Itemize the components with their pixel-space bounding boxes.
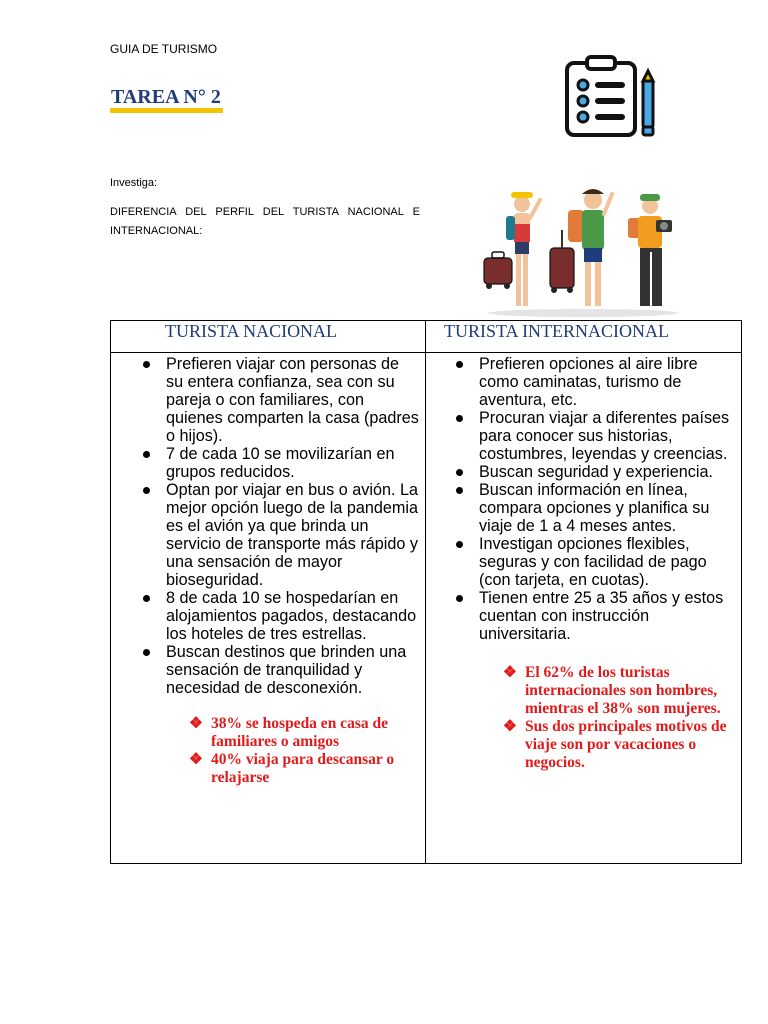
header-turista-nacional: TURISTA NACIONAL xyxy=(111,321,426,353)
list-item: Procuran viajar a diferentes países para conocer sus historias, costumbres, leyendas y creencias. xyxy=(479,409,736,463)
highlight-item xyxy=(503,664,732,718)
internacional-highlights xyxy=(427,664,740,772)
header-turista-internacional: TURISTA INTERNACIONAL xyxy=(426,321,742,353)
nacional-highlights xyxy=(112,715,424,787)
highlight-item xyxy=(189,751,416,787)
list-item: 7 de cada 10 se movilizarían en grupos reducidos. xyxy=(166,445,420,481)
header-label: GUIA DE TURISMO xyxy=(110,42,218,56)
tourists-illustration xyxy=(478,182,688,322)
diamond-bullet-icon: ❖ xyxy=(503,664,517,681)
highlight-text: Sus dos principales motivos de viaje son por vacaciones o negocios. xyxy=(525,718,727,771)
list-item: Buscan seguridad y experiencia. xyxy=(479,463,736,481)
list-item: Tienen entre 25 a 35 años y estos cuentan con instrucción universitaria. xyxy=(479,589,736,643)
internacional-bullet-list xyxy=(427,355,740,643)
cell-turista-internacional xyxy=(426,353,742,864)
diamond-bullet-icon: ❖ xyxy=(503,718,517,735)
highlight-item xyxy=(503,718,732,772)
assignment-question: DIFERENCIA DEL PERFIL DEL TURISTA NACIONAL E INTERNACIONAL: xyxy=(110,206,420,237)
cell-turista-nacional xyxy=(111,353,426,864)
list-item: 8 de cada 10 se hospedarían en alojamientos pagados, destacando los hoteles de tres estrellas. xyxy=(166,589,420,643)
list-item: Buscan destinos que brinden una sensación de tranquilidad y necesidad de desconexión. xyxy=(166,643,420,697)
highlight-text: 40% viaja para descansar o relajarse xyxy=(211,751,395,786)
comparison-table xyxy=(110,320,742,864)
investiga-label: Investiga: xyxy=(110,177,158,189)
diamond-bullet-icon: ❖ xyxy=(189,715,203,732)
list-item: Buscan información en línea, compara opciones y planifica su viaje de 1 a 4 meses antes. xyxy=(479,481,736,535)
clipboard-checklist-icon xyxy=(563,55,657,144)
diamond-bullet-icon: ❖ xyxy=(189,751,203,768)
list-item: Prefieren viajar con personas de su entera confianza, sea con su pareja o con familiares, con quienes comparten la casa (padres o hijos). xyxy=(166,355,419,445)
assignment-title: TAREA N° 2 xyxy=(110,86,223,113)
list-item: Investigan opciones flexibles, seguras y con facilidad de pago (con tarjeta, en cuotas). xyxy=(479,535,736,589)
highlight-item xyxy=(189,715,416,751)
list-item: Prefieren opciones al aire libre como caminatas, turismo de aventura, etc. xyxy=(479,355,736,409)
highlight-text: 38% se hospeda en casa de familiares o amigos xyxy=(211,715,388,750)
highlight-text: El 62% de los turistas internacionales son hombres, mientras el 38% son mujeres. xyxy=(525,664,721,717)
nacional-bullet-list xyxy=(112,355,424,697)
list-item: Optan por viajar en bus o avión. La mejor opción luego de la pandemia es el avión ya que brinda un servicio de transporte más rápido y una sensación de mayor bioseguridad. xyxy=(166,481,420,589)
